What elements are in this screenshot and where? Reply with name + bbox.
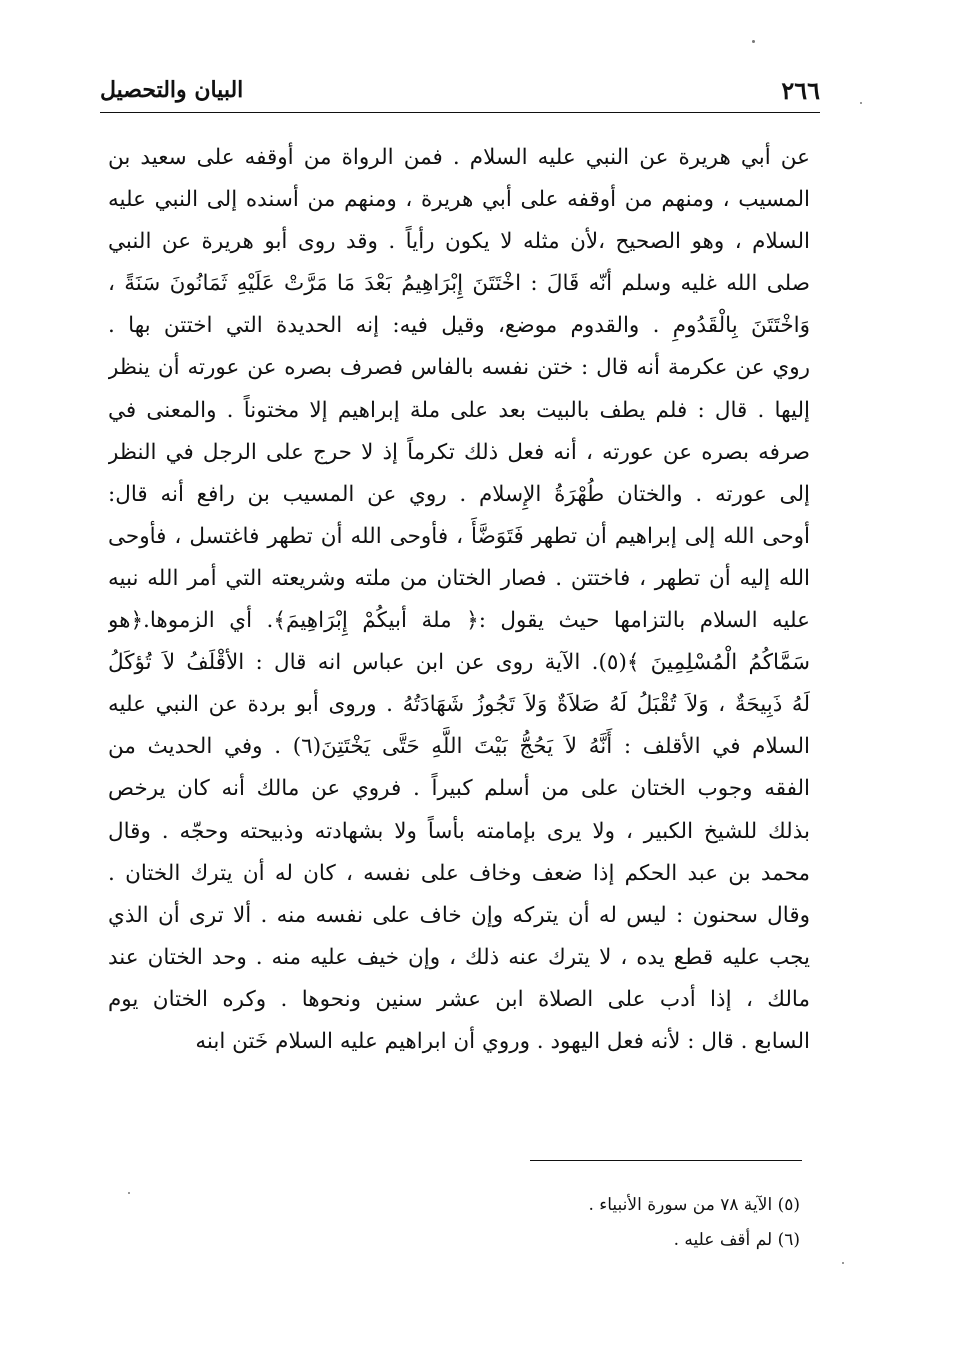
text-line: السابع . قال : لأنه فعل اليهود . وروي أن ابراهيم عليه السلام خَتن ابنه	[195, 1028, 810, 1054]
text-line: الفقه وجوب الختان على من أسلم كبيراً . فروي عن مالك أنه كان يرخص	[108, 776, 810, 802]
scan-speck	[842, 1262, 844, 1264]
text-line: الله إليه أن تطهر ، فاختتن . فصار الختان من ملته وشريعته التي أمر الله نبيه	[108, 565, 810, 591]
text-line: سَمَّاكُمُ الْمُسْلِمِينَ ﴾(٥). الآية روى عن ابن عباس انه قال : الأقْلَفُ لاَ تُؤكَلُ	[108, 650, 810, 676]
text-line: محمد بن عبد الحكم إذا ضعف وخاف على نفسه ، كان له أن يترك الختان .	[108, 860, 810, 886]
text-line: يجب عليه قطع يده ، لا يترك عنه ذلك ، وإن خيف عليه منه . وحد الختان عند	[108, 944, 810, 970]
text-line: صلى الله غليه وسلم أنّه قَالَ : اخْتَتَنَ إِبْرَاهِيمُ بَعْدَ مَا مَرَّتْ عَلَيْهِ ثَمَانُونَ سَنَةً ،	[108, 271, 810, 297]
text-line: روي عن عكرمة أنه قال : ختن نفسه بالفاس فصرف بصره عن عورته أن ينظر	[108, 355, 810, 381]
running-head	[100, 70, 820, 113]
text-line: وقال سحنون : ليس له أن يتركه وإن خاف على نفسه منه . ألا ترى أن الذي	[108, 902, 810, 928]
text-line: السلام ، وهو الصحيح ،لأن مثله لا يكون رأياً . وقد روى أبو هريرة عن النبي	[108, 229, 810, 255]
footnote-6: (٦) لم أقف عليه .	[673, 1230, 800, 1250]
page-number: ٢٦٦	[781, 75, 820, 105]
text-line: وَاخْتَتَنَ بِالْقَدُومِ . والقدوم موضع، وقيل فيه: إنه الحديدة التي اختتن بها .	[108, 313, 810, 339]
text-line: مالك ، إذا أدب على الصلاة ابن عشر سنين ونحوها . وكره الختان يوم	[108, 986, 810, 1012]
text-line: عليه السلام بالتزامها حيث يقول :﴿ ملة أبيكُمْ إِبْرَاهِيمَ﴾. أي الزموها.﴿هو	[108, 608, 810, 634]
text-line: عن أبي هريرة عن النبي عليه السلام . فمن الرواة من أوقفه على سعيد بن	[108, 145, 810, 170]
text-line: إليها . قال : فلم يطف بالبيت بعد على ملة إبراهيم إلا مختوناً . والمعنى في	[108, 397, 810, 423]
footnote-5: (٥) الآية ٧٨ من سورة الأنبياء .	[588, 1195, 800, 1215]
scan-speck	[860, 102, 862, 104]
text-line: بذلك للشيخ الكبير ، ولا يرى بإمامته بأساً ولا بشهادته وذبيحته وحجّه . وقال	[108, 818, 810, 844]
body-text	[108, 137, 810, 1063]
text-line: إلى عورته . والختان طُهْرَةُ الإِسلام . روي عن المسيب بن رافع أنه قال:	[108, 481, 810, 507]
text-line: صرفه بصره عن عورته ، أنه فعل ذلك تكرماً إذ لا حرج على الرجل في النظر	[108, 439, 810, 465]
text-line: لَهُ ذَبِيحَةٌ ، وَلاَ تُقْبَلُ لَهُ صَلاَةٌ وَلاَ تَجُوزُ شَهَادَتُهُ . وروى أبو بردة عن النبي عليه	[108, 692, 810, 718]
text-line: السلام في الأقلف : أَنَّهُ لاَ يَحُجُّ بَيْتَ اللَّهِ حَتَّى يَخْتَتِنَ(٦) . وفي الحديث من	[108, 734, 810, 760]
running-title: البيان والتحصيل	[100, 77, 244, 103]
footnotes	[400, 1188, 800, 1258]
footnote-rule	[530, 1160, 802, 1161]
text-line: أوحى الله إلى إبراهيم أن تطهر فَتَوَضَّأَ ، فأوحى الله أن تطهر فاغتسل ، فأوحى	[108, 523, 810, 549]
scan-speck	[128, 1192, 130, 1194]
text-line: المسيب ، ومنهم من أوقفه على أبي هريرة ، ومنهم من أسنده إلى النبي عليه	[108, 187, 810, 213]
scan-speck	[752, 40, 755, 43]
